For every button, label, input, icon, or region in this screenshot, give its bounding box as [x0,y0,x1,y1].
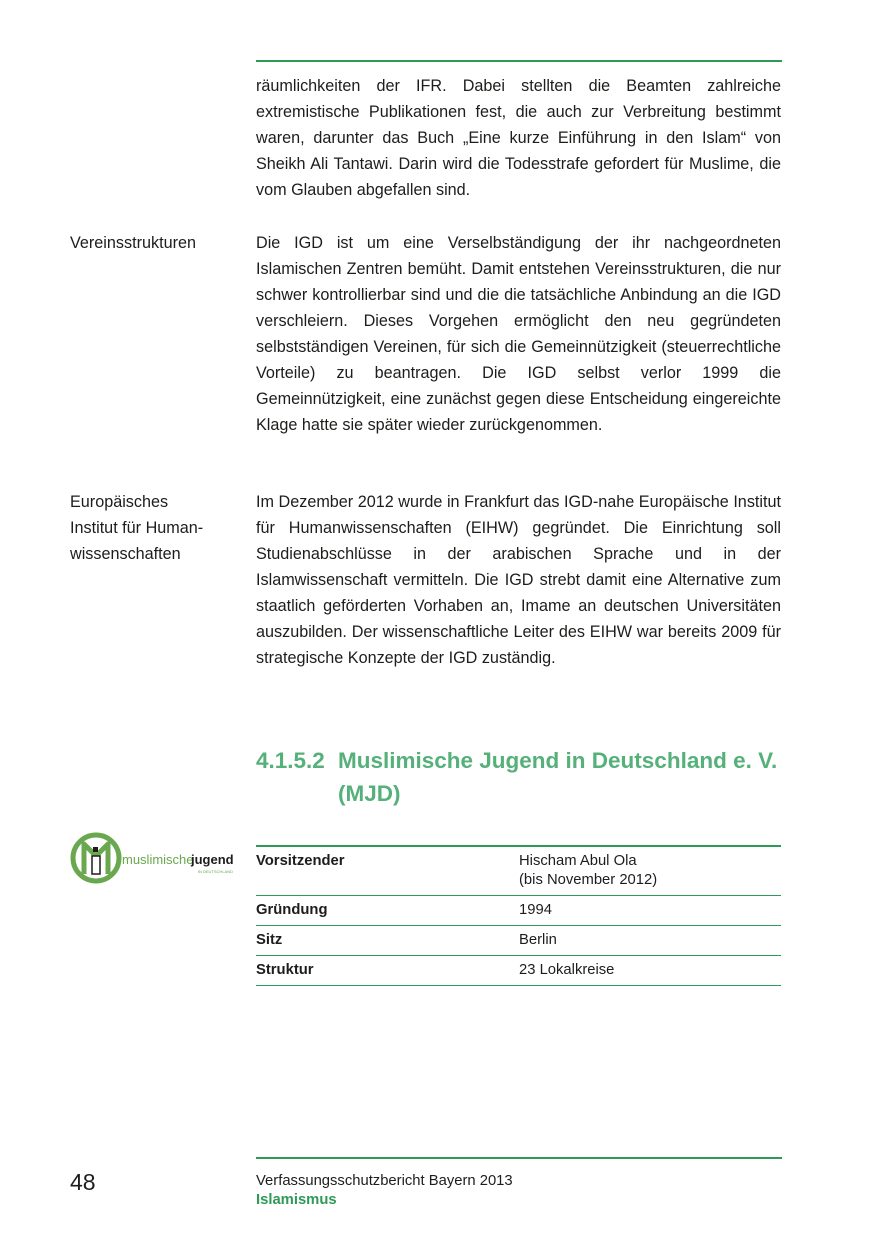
table-row [256,956,781,986]
logo-word-jugend: jugend [191,852,234,867]
footer-rule [256,1157,782,1159]
fact-key: Sitz [256,932,283,948]
paragraph-vereinsstrukturen: Die IGD ist um eine Verselbständigung der ihr nachgeordneten Islamischen Zentren bemüht. Damit entstehen Vereinsstrukturen, die nur schwer kontrollierbar sind und die die tatsächliche Anbindung an die IGD verschleiern. Dieses Vorgehen ermöglicht den neu gegründeten selbstständigen Vereinen, für sich die Gemeinnützigkeit (steuerrechtliche Vorteile) zu beantragen. Die IGD selbst verlor 1999 die Gemeinnützigkeit, eine zunächst gegen diese Entscheidung eingereichte Klage hatte sie später wieder zurückgenommen. [256,234,781,434]
fact-value: 1994 [519,902,552,918]
fact-value: 23 Lokalkreise [519,962,615,978]
margin-label-eihw [70,489,250,567]
logo-word-muslimische: muslimische [122,852,194,867]
fact-value [519,852,781,890]
fact-key: Gründung [256,902,328,918]
logo-dot [93,847,98,852]
fact-value-line: Hischam Abul Ola [519,853,637,869]
organization-facts-table [256,845,781,986]
logo-door [92,856,100,874]
paragraph-ifr: räumlichkeiten der IFR. Dabei stellten die Beamten zahlreiche extremistische Publikationen fest, die auch zur Verbreitung bestimmt waren, darunter das Buch „Eine kurze Einführung in den Islam“ von Sheikh Ali Tantawi. Darin wird die Todesstrafe gefordert für Muslime, die vom Glauben abgefallen sind. [256,77,781,199]
table-row [256,896,781,926]
margin-label-vereinsstrukturen: Vereinsstrukturen [70,234,196,252]
table-row [256,847,781,896]
page-number: 48 [70,1169,96,1195]
margin-label-line: Institut für Human- [70,519,204,537]
margin-label-line: wissenschaften [70,545,181,563]
mjd-logo-graphic [70,830,235,886]
section-title-line1: Muslimische Jugend in Deutschland e. V. [338,748,778,773]
footer-title: Verfassungsschutzbericht Bayern 2013 [256,1173,513,1189]
mjd-logo [70,830,235,886]
fact-key: Struktur [256,962,314,978]
footer [256,1172,513,1210]
logo-tagline: IN DEUTSCHLAND [197,869,233,874]
fact-value-line: (bis November 2012) [519,872,658,888]
margin-label-line: Europäisches [70,493,169,511]
fact-key: Vorsitzender [256,853,345,869]
footer-subtitle: Islamismus [256,1192,337,1208]
section-heading [256,744,796,810]
top-rule [256,60,782,62]
paragraph-eihw: Im Dezember 2012 wurde in Frankfurt das IGD-nahe Europäische Institut für Humanwissenschaften (EIHW) gegründet. Die Einrichtung soll Studienabschlüsse in der arabischen Sprache und in der Islamwissenschaft vermitteln. Die IGD strebt damit eine Alternative zum staatlich geförderten Vorhaben an, Imame an deutschen Universitäten auszubilden. Der wissenschaftliche Leiter des EIHW war bereits 2009 für strategische Konzepte der IGD zuständig. [256,493,781,667]
section-title-line2: (MJD) [338,781,401,806]
fact-value: Berlin [519,932,557,948]
section-number: 4.1.5.2 [256,748,325,773]
table-row [256,926,781,956]
